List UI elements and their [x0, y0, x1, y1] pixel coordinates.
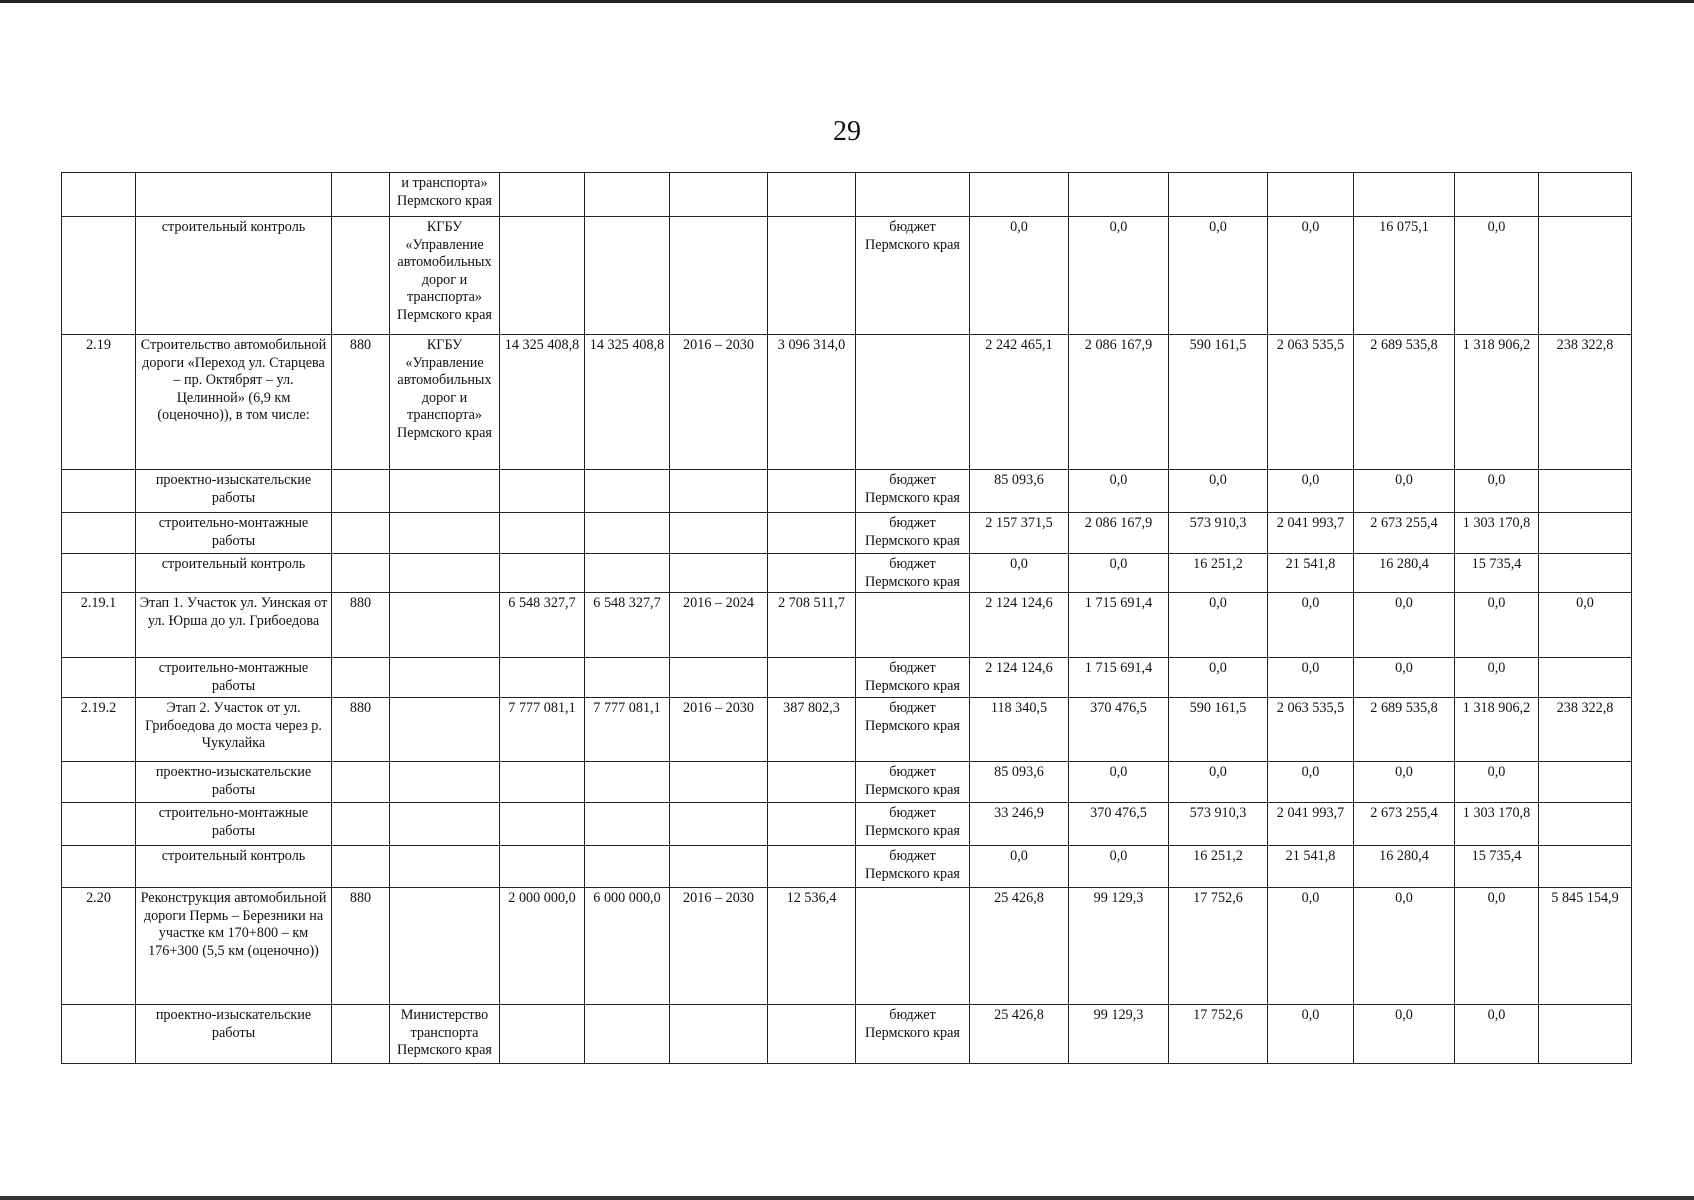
table-cell: проектно-изыскательские работы	[136, 762, 332, 803]
table-cell: 0,0	[1455, 217, 1539, 335]
table-cell: 880	[332, 593, 390, 658]
table-cell: 0,0	[1455, 658, 1539, 698]
table-cell: 2.19.2	[62, 698, 136, 762]
table-cell: 17 752,6	[1169, 1005, 1268, 1064]
table-cell: 0,0	[1268, 658, 1354, 698]
table-cell	[585, 1005, 670, 1064]
table-cell	[500, 762, 585, 803]
table-cell: 14 325 408,8	[585, 335, 670, 470]
table-cell	[670, 217, 768, 335]
table-cell: 2 242 465,1	[970, 335, 1069, 470]
table-cell: 14 325 408,8	[500, 335, 585, 470]
table-cell	[500, 470, 585, 513]
table-cell: 85 093,6	[970, 470, 1069, 513]
table-cell: 0,0	[1268, 888, 1354, 1005]
table-cell	[390, 698, 500, 762]
table-cell	[585, 470, 670, 513]
table-cell	[856, 888, 970, 1005]
table-cell	[332, 173, 390, 217]
table-row	[62, 698, 1632, 762]
table-cell	[62, 513, 136, 554]
table-cell	[1539, 217, 1632, 335]
table-cell: Реконструкция автомобильной дороги Пермь – Березники на участке км 170+800 – км 176+300 (5,5 км (оценочно))	[136, 888, 332, 1005]
table-cell	[768, 762, 856, 803]
table-cell: 1 715 691,4	[1069, 658, 1169, 698]
table-cell: 21 541,8	[1268, 554, 1354, 593]
table-cell	[500, 1005, 585, 1064]
table-cell	[1354, 173, 1455, 217]
table-row	[62, 803, 1632, 846]
table-cell: 1 715 691,4	[1069, 593, 1169, 658]
table-cell: строительно-монтажные работы	[136, 658, 332, 698]
table-cell	[768, 1005, 856, 1064]
table-cell: 16 251,2	[1169, 846, 1268, 888]
budget-table	[61, 172, 1632, 1064]
table-cell: 0,0	[1069, 554, 1169, 593]
table-cell	[62, 554, 136, 593]
table-cell: 880	[332, 335, 390, 470]
table-cell: 16 251,2	[1169, 554, 1268, 593]
table-cell: проектно-изыскательские работы	[136, 470, 332, 513]
table-row	[62, 888, 1632, 1005]
table-cell: 0,0	[1455, 1005, 1539, 1064]
table-cell: бюджет Пермского края	[856, 1005, 970, 1064]
table-cell: 3 096 314,0	[768, 335, 856, 470]
table-cell: 2.19	[62, 335, 136, 470]
table-cell: 2 063 535,5	[1268, 698, 1354, 762]
table-cell	[332, 658, 390, 698]
table-cell: 0,0	[970, 554, 1069, 593]
table-cell: 238 322,8	[1539, 335, 1632, 470]
table-cell	[390, 513, 500, 554]
table-cell	[856, 593, 970, 658]
table-row	[62, 217, 1632, 335]
table-cell	[332, 513, 390, 554]
table-row	[62, 554, 1632, 593]
table-cell: 2 689 535,8	[1354, 698, 1455, 762]
table-cell: 590 161,5	[1169, 698, 1268, 762]
table-cell: 2 157 371,5	[970, 513, 1069, 554]
table-cell: 573 910,3	[1169, 803, 1268, 846]
table-cell: 2 673 255,4	[1354, 513, 1455, 554]
table-cell: 0,0	[1268, 762, 1354, 803]
table-cell	[390, 846, 500, 888]
table-cell: 16 075,1	[1354, 217, 1455, 335]
table-cell	[768, 803, 856, 846]
table-cell	[585, 173, 670, 217]
table-cell: 16 280,4	[1354, 554, 1455, 593]
table-cell	[768, 173, 856, 217]
scan-top-edge	[0, 0, 1694, 3]
table-cell: 99 129,3	[1069, 1005, 1169, 1064]
table-cell: 0,0	[1169, 470, 1268, 513]
table-cell	[670, 1005, 768, 1064]
table-cell	[500, 513, 585, 554]
table-cell: 387 802,3	[768, 698, 856, 762]
table-cell: 2 041 993,7	[1268, 803, 1354, 846]
table-cell: 99 129,3	[1069, 888, 1169, 1005]
table-cell: 2 086 167,9	[1069, 335, 1169, 470]
table-cell: КГБУ «Управление автомобильных дорог и транспорта» Пермского края	[390, 335, 500, 470]
table-cell: бюджет Пермского края	[856, 658, 970, 698]
table-cell	[670, 554, 768, 593]
table-cell: 573 910,3	[1169, 513, 1268, 554]
page-number: 29	[833, 116, 861, 147]
table-cell: 880	[332, 698, 390, 762]
table-cell	[390, 554, 500, 593]
table-cell: Этап 2. Участок от ул. Грибоедова до моста через р. Чукулайка	[136, 698, 332, 762]
table-cell	[1539, 846, 1632, 888]
table-cell: 0,0	[1169, 593, 1268, 658]
table-cell	[62, 173, 136, 217]
table-cell	[390, 762, 500, 803]
table-row	[62, 513, 1632, 554]
table-cell: бюджет Пермского края	[856, 470, 970, 513]
table-cell: 15 735,4	[1455, 554, 1539, 593]
table-cell	[670, 762, 768, 803]
table-cell	[390, 470, 500, 513]
table-row	[62, 658, 1632, 698]
table-body	[62, 173, 1632, 1064]
table-row	[62, 762, 1632, 803]
table-cell: 2 063 535,5	[1268, 335, 1354, 470]
table-cell	[500, 173, 585, 217]
table-cell	[768, 658, 856, 698]
table-cell: 2 124 124,6	[970, 593, 1069, 658]
table-cell: 0,0	[1069, 762, 1169, 803]
table-cell	[332, 846, 390, 888]
table-cell: строительный контроль	[136, 554, 332, 593]
table-cell	[1455, 173, 1539, 217]
table-cell: 2016 – 2030	[670, 698, 768, 762]
table-row	[62, 593, 1632, 658]
table-cell	[768, 554, 856, 593]
table-cell	[500, 803, 585, 846]
table-cell: Строительство автомобильной дороги «Переход ул. Старцева – пр. Октябрят – ул. Целинной» (6,9 км (оценочно)), в том числе:	[136, 335, 332, 470]
table-cell: Этап 1. Участок ул. Уинская от ул. Юрша до ул. Грибоедова	[136, 593, 332, 658]
table-cell: бюджет Пермского края	[856, 762, 970, 803]
table-cell: проектно-изыскательские работы	[136, 1005, 332, 1064]
table-cell	[62, 1005, 136, 1064]
table-cell: 0,0	[1354, 762, 1455, 803]
table-cell	[585, 513, 670, 554]
table-cell: 1 303 170,8	[1455, 513, 1539, 554]
table-cell: 6 548 327,7	[500, 593, 585, 658]
table-cell: бюджет Пермского края	[856, 846, 970, 888]
table-cell	[500, 658, 585, 698]
table-cell	[1539, 1005, 1632, 1064]
table-cell: 0,0	[1268, 593, 1354, 658]
table-cell: 0,0	[1354, 1005, 1455, 1064]
table-cell	[62, 846, 136, 888]
table-cell: 1 303 170,8	[1455, 803, 1539, 846]
table-cell: 0,0	[1069, 846, 1169, 888]
table-cell	[1169, 173, 1268, 217]
table-cell: 1 318 906,2	[1455, 698, 1539, 762]
table-cell: 0,0	[1268, 217, 1354, 335]
table-cell: бюджет Пермского края	[856, 513, 970, 554]
table-cell: 0,0	[1268, 470, 1354, 513]
table-cell	[390, 803, 500, 846]
table-row	[62, 846, 1632, 888]
table-cell: 12 536,4	[768, 888, 856, 1005]
table-cell: строительно-монтажные работы	[136, 513, 332, 554]
table-cell	[390, 658, 500, 698]
table-cell: бюджет Пермского края	[856, 554, 970, 593]
table-cell	[136, 173, 332, 217]
table-cell	[1539, 470, 1632, 513]
table-cell: 1 318 906,2	[1455, 335, 1539, 470]
table-row	[62, 1005, 1632, 1064]
table-cell: 2 086 167,9	[1069, 513, 1169, 554]
table-cell	[585, 846, 670, 888]
table-cell	[768, 470, 856, 513]
table-cell: 6 000 000,0	[585, 888, 670, 1005]
table-cell: 2 673 255,4	[1354, 803, 1455, 846]
table-cell	[585, 762, 670, 803]
table-cell: КГБУ «Управление автомобильных дорог и транспорта» Пермского края	[390, 217, 500, 335]
table-row	[62, 173, 1632, 217]
table-cell: 0,0	[1455, 470, 1539, 513]
table-cell	[585, 658, 670, 698]
table-cell	[670, 173, 768, 217]
table-cell	[1539, 554, 1632, 593]
table-cell: 0,0	[1354, 470, 1455, 513]
table-cell	[970, 173, 1069, 217]
table-cell: 6 548 327,7	[585, 593, 670, 658]
table-cell	[670, 513, 768, 554]
table-cell: 880	[332, 888, 390, 1005]
table-cell: строительный контроль	[136, 217, 332, 335]
table-cell: 0,0	[1169, 217, 1268, 335]
table-cell: 16 280,4	[1354, 846, 1455, 888]
table-cell: 2 689 535,8	[1354, 335, 1455, 470]
table-cell	[768, 846, 856, 888]
table-cell: 0,0	[1539, 593, 1632, 658]
table-cell: 238 322,8	[1539, 698, 1632, 762]
table-cell: строительный контроль	[136, 846, 332, 888]
table-cell	[332, 554, 390, 593]
table-cell	[768, 513, 856, 554]
table-cell	[390, 593, 500, 658]
table-cell	[856, 335, 970, 470]
table-cell: 7 777 081,1	[500, 698, 585, 762]
table-cell	[856, 173, 970, 217]
table-cell: 2016 – 2024	[670, 593, 768, 658]
table-cell: 33 246,9	[970, 803, 1069, 846]
table-cell	[768, 217, 856, 335]
table-cell	[62, 470, 136, 513]
table-cell: 2016 – 2030	[670, 335, 768, 470]
table-cell	[332, 470, 390, 513]
table-cell	[585, 217, 670, 335]
table-cell: 15 735,4	[1455, 846, 1539, 888]
table-cell: 2 041 993,7	[1268, 513, 1354, 554]
table-cell	[500, 217, 585, 335]
table-cell	[670, 470, 768, 513]
table-cell: 2 000 000,0	[500, 888, 585, 1005]
table-cell: бюджет Пермского края	[856, 698, 970, 762]
table-cell: 370 476,5	[1069, 698, 1169, 762]
table-cell	[332, 803, 390, 846]
table-cell: и транспорта» Пермского края	[390, 173, 500, 217]
table-cell: строительно-монтажные работы	[136, 803, 332, 846]
table-cell: 0,0	[1354, 888, 1455, 1005]
table-cell: 0,0	[1455, 888, 1539, 1005]
table-cell	[62, 217, 136, 335]
table-cell: 5 845 154,9	[1539, 888, 1632, 1005]
table-cell	[500, 846, 585, 888]
table-cell: Министерство транспорта Пермского края	[390, 1005, 500, 1064]
table-cell: 85 093,6	[970, 762, 1069, 803]
table-cell: 118 340,5	[970, 698, 1069, 762]
table-cell	[1268, 173, 1354, 217]
table-cell	[1069, 173, 1169, 217]
table-cell: 7 777 081,1	[585, 698, 670, 762]
table-cell: 370 476,5	[1069, 803, 1169, 846]
table-cell	[1539, 762, 1632, 803]
table-cell	[1539, 803, 1632, 846]
table-cell: 0,0	[1354, 658, 1455, 698]
table-cell: 0,0	[970, 217, 1069, 335]
scan-bottom-edge	[0, 1196, 1694, 1200]
table-cell	[1539, 513, 1632, 554]
table-cell: 2.19.1	[62, 593, 136, 658]
table-cell	[585, 803, 670, 846]
table-row	[62, 470, 1632, 513]
table-cell	[500, 554, 585, 593]
table-cell	[1539, 173, 1632, 217]
table-cell	[62, 762, 136, 803]
table-cell	[1539, 658, 1632, 698]
table-cell: 21 541,8	[1268, 846, 1354, 888]
table-cell: 0,0	[1069, 470, 1169, 513]
table-cell: 0,0	[1169, 762, 1268, 803]
table-cell: бюджет Пермского края	[856, 217, 970, 335]
table-cell	[585, 554, 670, 593]
table-cell: 2 708 511,7	[768, 593, 856, 658]
table-cell: 0,0	[1069, 217, 1169, 335]
table-cell: 0,0	[1169, 658, 1268, 698]
table-cell: 25 426,8	[970, 1005, 1069, 1064]
table-cell	[670, 803, 768, 846]
table-cell: 0,0	[1268, 1005, 1354, 1064]
table-cell: 2.20	[62, 888, 136, 1005]
table-cell: 17 752,6	[1169, 888, 1268, 1005]
table-cell	[390, 888, 500, 1005]
table-cell: 2016 – 2030	[670, 888, 768, 1005]
table-cell: 25 426,8	[970, 888, 1069, 1005]
table-row	[62, 335, 1632, 470]
table-cell: бюджет Пермского края	[856, 803, 970, 846]
table-cell: 0,0	[1354, 593, 1455, 658]
table-cell: 0,0	[1455, 593, 1539, 658]
table-cell	[332, 762, 390, 803]
table-cell: 590 161,5	[1169, 335, 1268, 470]
table-cell: 0,0	[1455, 762, 1539, 803]
table-cell	[670, 846, 768, 888]
table-cell	[332, 1005, 390, 1064]
table-cell	[332, 217, 390, 335]
table-cell: 2 124 124,6	[970, 658, 1069, 698]
table-cell: 0,0	[970, 846, 1069, 888]
table-cell	[62, 658, 136, 698]
table-cell	[670, 658, 768, 698]
table-cell	[62, 803, 136, 846]
